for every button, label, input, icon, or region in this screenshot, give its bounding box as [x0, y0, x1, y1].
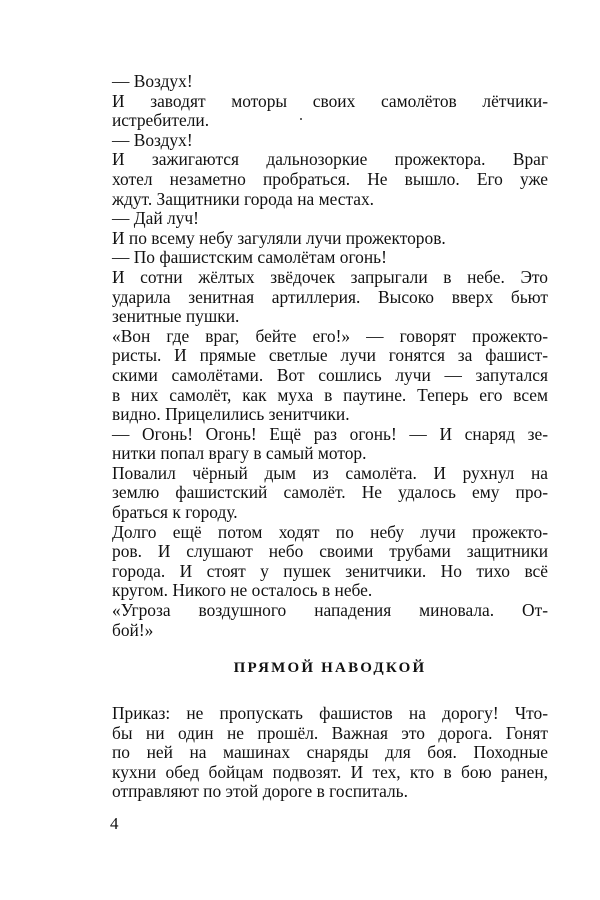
- text-line: — По фашистским самолётам огонь!: [112, 247, 387, 268]
- second-section-text: [112, 704, 548, 802]
- print-speck: [300, 118, 302, 120]
- text-line: видно. Прицелились зенитчики.: [112, 404, 350, 425]
- main-text: [112, 72, 548, 640]
- text-line: — Дай луч!: [112, 208, 199, 229]
- text-line: И зажигаются дальнозоркие прожектора. Враг: [112, 149, 548, 170]
- text-line: «Вон где враг, бейте его!» — говорят прожекто-: [112, 325, 548, 346]
- page-number: 4: [110, 814, 119, 833]
- text-line: по ней на машинах снаряды для боя. Походные: [112, 742, 548, 763]
- text-line: И по всему небу загуляли лучи прожекторов.: [112, 227, 446, 248]
- text-line: ждут. Защитники города на местах.: [112, 188, 375, 209]
- text-line: Долго ещё потом ходят по небу лучи прожекто-: [112, 521, 548, 542]
- text-line: истребители.: [112, 110, 210, 131]
- text-line: И сотни жёлтых звёдочек запрыгали в небе. Это: [112, 266, 548, 287]
- text-line: — Воздух!: [112, 129, 193, 150]
- text-line: зенитные пушки.: [112, 306, 240, 327]
- text-line: землю фашистский самолёт. Не удалось ему про-: [112, 482, 548, 503]
- text-line: города. И стоят у пушек зенитчики. Но тихо всё: [112, 560, 548, 581]
- text-line: Повалил чёрный дым из самолёта. И рухнул на: [112, 462, 548, 483]
- text-line: кухни обед бойцам подвозят. И тех, кто в бою ранен,: [112, 761, 548, 782]
- text-line: Приказ: не пропускать фашистов на дорогу! Что-: [112, 703, 548, 723]
- section-heading: ПРЯМОЙ НАВОДКОЙ: [233, 660, 427, 676]
- text-line: отправляют по этой дороге в госпиталь.: [112, 781, 408, 802]
- text-line: — Воздух!: [112, 71, 193, 91]
- text-line: ударила зенитная артиллерия. Высоко вверх бьют: [112, 286, 548, 307]
- text-line: И заводят моторы своих самолётов лётчики-: [112, 90, 548, 111]
- text-line: в них самолёт, как муха в паутине. Теперь его всем: [112, 384, 548, 405]
- text-line: «Угроза воздушного нападения миновала. От-: [112, 600, 548, 621]
- text-line: ров. И слушают небо своими трубами защитники: [112, 541, 548, 562]
- text-line: браться к городу.: [112, 502, 238, 523]
- text-line: — Огонь! Огонь! Ещё раз огонь! — И снаряд зе-: [112, 423, 548, 444]
- text-line: хотел незаметно пробраться. Не вышло. Его уже: [112, 168, 548, 189]
- text-line: нитки попал врагу в самый мотор.: [112, 443, 367, 464]
- text-line: скими самолётами. Вот сошлись лучи — запутался: [112, 364, 548, 385]
- text-line: бой!»: [112, 619, 154, 640]
- text-line: кругом. Никого не осталось в небе.: [112, 580, 373, 601]
- text-line: бы ни один не прошёл. Важная это дорога. Гонят: [112, 722, 548, 743]
- text-line: ристы. И прямые светлые лучи гонятся за фашист-: [112, 345, 548, 366]
